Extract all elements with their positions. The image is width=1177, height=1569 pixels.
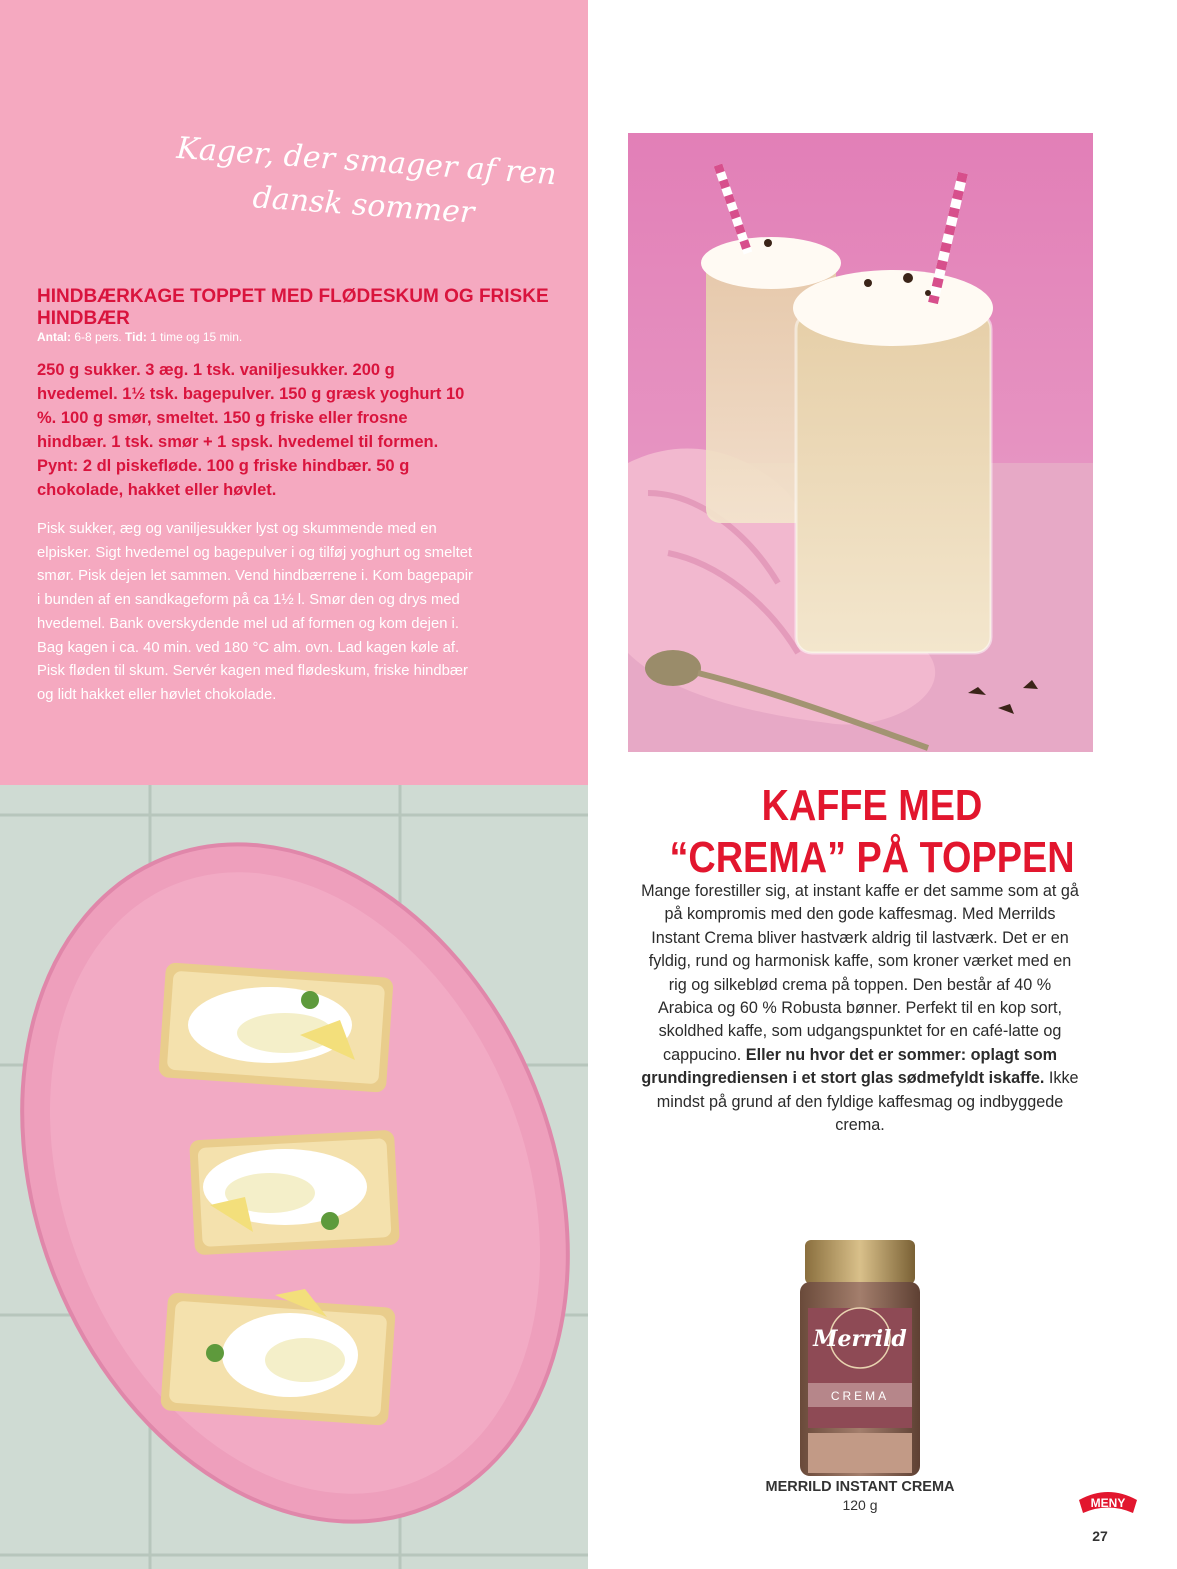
time-value: 1 time og 15 min. <box>150 330 243 344</box>
product-name: MERRILD INSTANT CREMA <box>765 1479 955 1495</box>
headline-line-2: “CREMA” PÅ TOPPEN <box>669 833 1075 882</box>
cake-illustration <box>0 785 588 1569</box>
meny-logo <box>1077 1486 1139 1516</box>
body-bold: Eller nu hvor det er sommer: oplagt som grundingrediensen i et stort glas sødmefyldt iskaffe. <box>641 1045 1058 1088</box>
tagline-line-1: Kager, der smager af ren <box>175 130 558 193</box>
product-size: 120 g <box>842 1497 878 1513</box>
iced-coffee-photo <box>628 133 1093 752</box>
servings-label: Antal: <box>37 330 71 344</box>
meny-logo-icon <box>1077 1486 1139 1516</box>
jar-variant-text: CREMA <box>830 1389 890 1403</box>
recipe-title: HINDBÆRKAGE TOPPET MED FLØDESKUM OG FRISKE HINDBÆR <box>37 286 549 329</box>
recipe-ingredients: 250 g sukker. 3 æg. 1 tsk. vaniljesukker. 200 g hvedemel. 1½ tsk. bagepulver. 150 g græsk yoghurt 10 %. 100 g smør, smeltet. 150 g friske eller frosne hindbær. 1 tsk. smør + 1 spsk. hvedemel til formen. Pynt: 2 dl piskefløde. 100 g friske hindbær. 50 g chokolade, hakket eller høvlet. <box>37 361 465 499</box>
article-body <box>640 880 1080 1137</box>
body-regular: Mange forestiller sig, at instant kaffe er det samme som at gå på kompromis med den gode kaffesmag. Med Merrilds Instant Crema bliver hastværk aldrig til lastværk. Det er en fyldig, rund og harmonisk kaffe, som kroner værket med en rig og silkeblød crema på toppen. Den består af 40 % Arabica og 60 % Robusta bønner. Perfekt til en kop sort, skoldhed kaffe, som udgangspunktet for en café-latte og cappucino. <box>641 882 1079 1064</box>
page-number: 27 <box>1092 1528 1108 1544</box>
iced-coffee-illustration <box>628 133 1093 752</box>
jar-brand-text: Merrild <box>813 1326 907 1352</box>
time-label: Tid: <box>125 330 147 344</box>
headline-line-1: KAFFE MED <box>761 781 983 830</box>
product-jar-image <box>790 1238 930 1478</box>
body-end: Ikke mindst på grund af den fyldige kaffesmag og indbyggede crema. <box>656 1069 1079 1135</box>
article-headline <box>648 780 1095 884</box>
recipe-meta <box>37 330 242 344</box>
merrild-jar-illustration <box>790 1238 930 1478</box>
tagline-line-2: dansk sommer <box>251 180 476 231</box>
servings-value: 6-8 pers. <box>74 330 122 344</box>
cake-photo <box>0 785 588 1569</box>
recipe-method: Pisk sukker, æg og vaniljesukker lyst og skummende med en elpisker. Sigt hvedemel og bagepulver i og tilføj yoghurt og smeltet smør. Pisk dejen let sammen. Vend hindbærrene i. Kom bagepapir i bunden af en sandkageform på ca 1½ l. Smør den og drys med hvedemel. Bank overskydende mel ud af formen og kom dejen i. Bag kagen i ca. 40 min. ved 180 °C alm. ovn. Lad kagen køle af. Pisk fløden til skum. Servér kagen med flødeskum, friske hindbær og lidt hakket eller høvlet chokolade. <box>37 521 473 703</box>
logo-text: MENY <box>1090 1496 1126 1510</box>
